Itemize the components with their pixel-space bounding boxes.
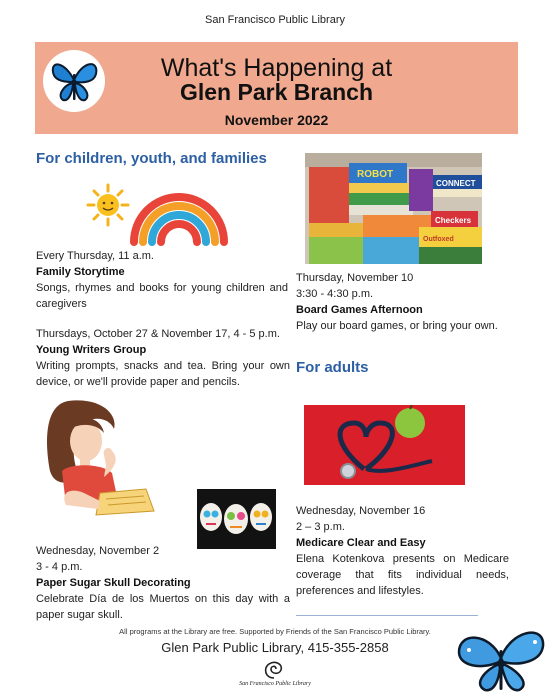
boardgames-desc: Play our board games, or bring your own. <box>296 320 498 332</box>
adults-section-heading: For adults <box>296 359 369 376</box>
writers-title: Young Writers Group <box>36 344 147 356</box>
medicare-desc: Elena Kotenkova presents on Medicare coverage that fits individual needs, preferences and lifestyles. <box>296 553 509 597</box>
skulls-title: Paper Sugar Skull Decorating <box>36 577 191 589</box>
stethoscope-apple-photo <box>304 405 465 485</box>
skulls-date: Wednesday, November 2 <box>36 545 160 557</box>
footer-note: All programs at the Library are free. Supported by Friends of the San Francisco Public Library. <box>119 627 431 636</box>
writers-desc: Writing prompts, snacks and tea. Bring your own device, or we'll provide paper and pencils. <box>36 360 290 388</box>
kids-section-heading: For children, youth, and families <box>36 150 267 167</box>
writers-when: Thursdays, October 27 & November 17, 4 - 5 p.m. <box>36 328 280 340</box>
board-games-photo <box>305 153 482 264</box>
library-logo-icon <box>261 660 287 680</box>
storytime-event <box>36 248 288 312</box>
banner-month: November 2022 <box>224 112 329 128</box>
sugar-skulls-photo <box>197 489 276 549</box>
boardgames-title: Board Games Afternoon <box>296 304 423 316</box>
storytime-when: Every Thursday, 11 a.m. <box>36 250 154 262</box>
storytime-title: Family Storytime <box>36 266 125 278</box>
sun-icon <box>86 183 130 227</box>
library-logo-text: San Francisco Public Library <box>239 681 311 687</box>
photo-box-text-4: Outfoxed <box>423 236 454 243</box>
photo-box-text-1: ROBOT <box>357 169 394 180</box>
writers-event <box>36 326 290 390</box>
storytime-desc: Songs, rhymes and books for young children and caregivers <box>36 282 288 310</box>
banner-title-line2: Glen Park Branch <box>179 79 374 105</box>
footer-contact: Glen Park Public Library, 415-355-2858 <box>161 640 389 655</box>
medicare-event <box>296 503 509 599</box>
medicare-time: 2 – 3 p.m. <box>296 521 345 533</box>
banner-title-line1: What's Happening at <box>160 54 393 82</box>
blue-butterfly-illustration <box>455 622 547 692</box>
divider-line <box>296 615 478 616</box>
organization-name: San Francisco Public Library <box>204 14 345 26</box>
photo-box-text-2: CONNECT <box>436 179 476 188</box>
boardgames-time: 3:30 - 4:30 p.m. <box>296 288 374 300</box>
rainbow-icon <box>128 188 230 246</box>
title-banner <box>35 42 518 134</box>
medicare-date: Wednesday, November 16 <box>296 505 426 517</box>
skulls-desc: Celebrate Día de los Muertos on this day with a paper sugar skull. <box>36 593 290 621</box>
boardgames-date: Thursday, November 10 <box>296 272 414 284</box>
medicare-title: Medicare Clear and Easy <box>296 537 426 549</box>
skulls-event <box>36 543 290 623</box>
photo-box-text-3: Checkers <box>435 216 472 225</box>
girl-writing-illustration <box>40 393 160 525</box>
skulls-time: 3 - 4 p.m. <box>36 561 83 573</box>
boardgames-event <box>296 270 518 334</box>
